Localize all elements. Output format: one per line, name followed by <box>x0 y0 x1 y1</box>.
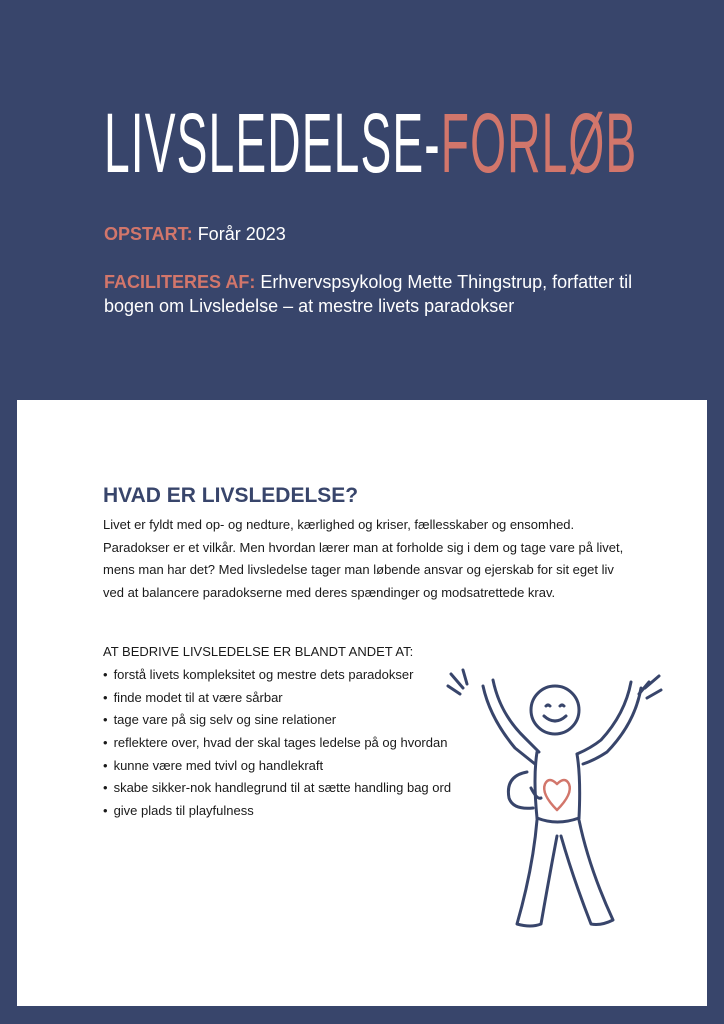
bullet-list <box>103 664 451 823</box>
section-heading: HVAD ER LIVSLEDELSE? <box>103 484 359 507</box>
facilitated-line <box>104 270 664 318</box>
page-title <box>104 88 637 198</box>
list-heading: AT BEDRIVE LIVSLEDELSE ER BLANDT ANDET AT: <box>103 644 414 659</box>
list-item: • reflektere over, hvad der skal tages ledelse på og hvordan <box>103 732 451 755</box>
list-item: • tage vare på sig selv og sine relationer <box>103 709 451 732</box>
facilitated-label: FACILITERES AF: <box>104 272 256 292</box>
intro-paragraph: Livet er fyldt med op- og nedture, kærlighed og kriser, fællesskaber og ensomhed. Paradokser er et vilkår. Men hvordan lærer man at forholde sig i dem og tage vare på livet, mens man har det? Med livsledelse tager man løbende ansvar og ejerskab for sit eget liv ved at balancere paradokserne med deres spændinger og modsatrettede krav. <box>103 517 624 600</box>
content-card <box>17 400 707 1006</box>
list-item: • give plads til playfulness <box>103 800 451 823</box>
title-part-livsledelse: LIVSLEDELSE- <box>104 96 441 190</box>
opstart-label: OPSTART: <box>104 224 193 244</box>
title-part-forlob: FORLØB <box>440 96 638 190</box>
list-item: • forstå livets kompleksitet og mestre dets paradokser <box>103 664 451 687</box>
list-item: • skabe sikker-nok handlegrund til at sætte handling bag ord <box>103 777 451 800</box>
opstart-line <box>104 222 286 246</box>
list-item: • kunne være med tvivl og handlekraft <box>103 755 451 778</box>
list-item: • finde modet til at være sårbar <box>103 687 451 710</box>
happy-figure-illustration <box>445 668 667 938</box>
opstart-value: Forår 2023 <box>197 224 286 244</box>
facilitated-value: Erhvervspsykolog Mette Thingstrup, forfatter til bogen om Livsledelse – at mestre livets paradokser <box>104 272 633 316</box>
